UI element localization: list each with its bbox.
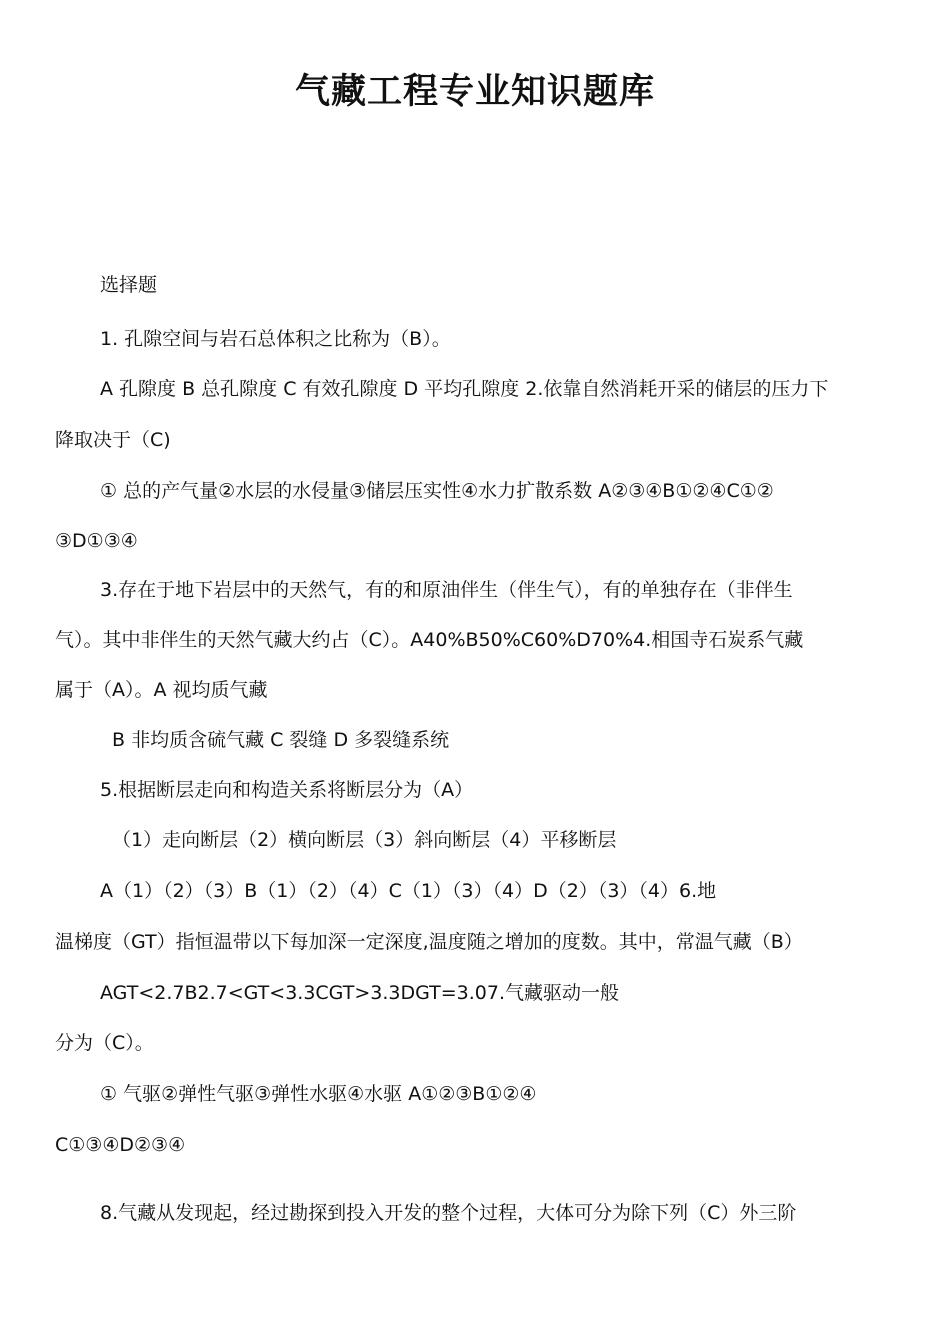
question-2-continued: 降取决于（C) [55,429,171,451]
document-title: 气藏工程专业知识题库 [294,72,655,112]
question-2-options: ① 总的产气量②水层的水侵量③储层压实性④水力扩散系数 A②③④B①②④C①② [100,480,774,502]
question-8: 8.气藏从发现起，经过勘探到投入开发的整个过程，大体可分为除下列（C）外三阶 [100,1202,797,1224]
question-7-options: C①③④D②③④ [55,1134,186,1156]
question-6-options: AGT<2.7B2.7<GT<3.3CGT>3.3DGT=3.07.气藏驱动一般 [100,982,620,1004]
question-7-items: ① 气驱②弹性气驱③弹性水驱④水驱 A①②③B①②④ [100,1083,537,1105]
section-heading: 选择题 [100,274,158,296]
question-4-options: B 非均质含硫气藏 C 裂缝 D 多裂缝系统 [112,729,450,751]
question-4-continued: 属于（A）。A 视均质气藏 [55,679,268,701]
question-5-items: （1）走向断层（2）横向断层（3）斜向断层（4）平移断层 [112,829,617,851]
question-3: 3.存在于地下岩层中的天然气，有的和原油伴生（伴生气），有的单独存在（非伴生 [100,579,793,601]
question-1: 1. 孔隙空间与岩石总体积之比称为（B）。 [100,328,451,350]
question-1-options: A 孔隙度 B 总孔隙度 C 有效孔隙度 D 平均孔隙度 2.依靠自然消耗开采的储层的压力下 [100,378,829,400]
question-2-options-continued: ③D①③④ [55,530,138,552]
question-5: 5.根据断层走向和构造关系将断层分为（A） [100,779,474,801]
question-5-options: A（1）（2）（3）B（1）（2）（4）C（1）（3）（4）D（2）（3）（4）6.地 [100,880,717,902]
question-6-continued: 温梯度（GT）指恒温带以下每加深一定深度,温度随之增加的度数。其中，常温气藏（B） [55,931,803,953]
question-7-continued: 分为（C）。 [55,1032,154,1054]
question-3-continued: 气）。其中非伴生的天然气藏大约占（C）。A40%B50%C60%D70%4.相国寺石炭系气藏 [55,629,804,651]
